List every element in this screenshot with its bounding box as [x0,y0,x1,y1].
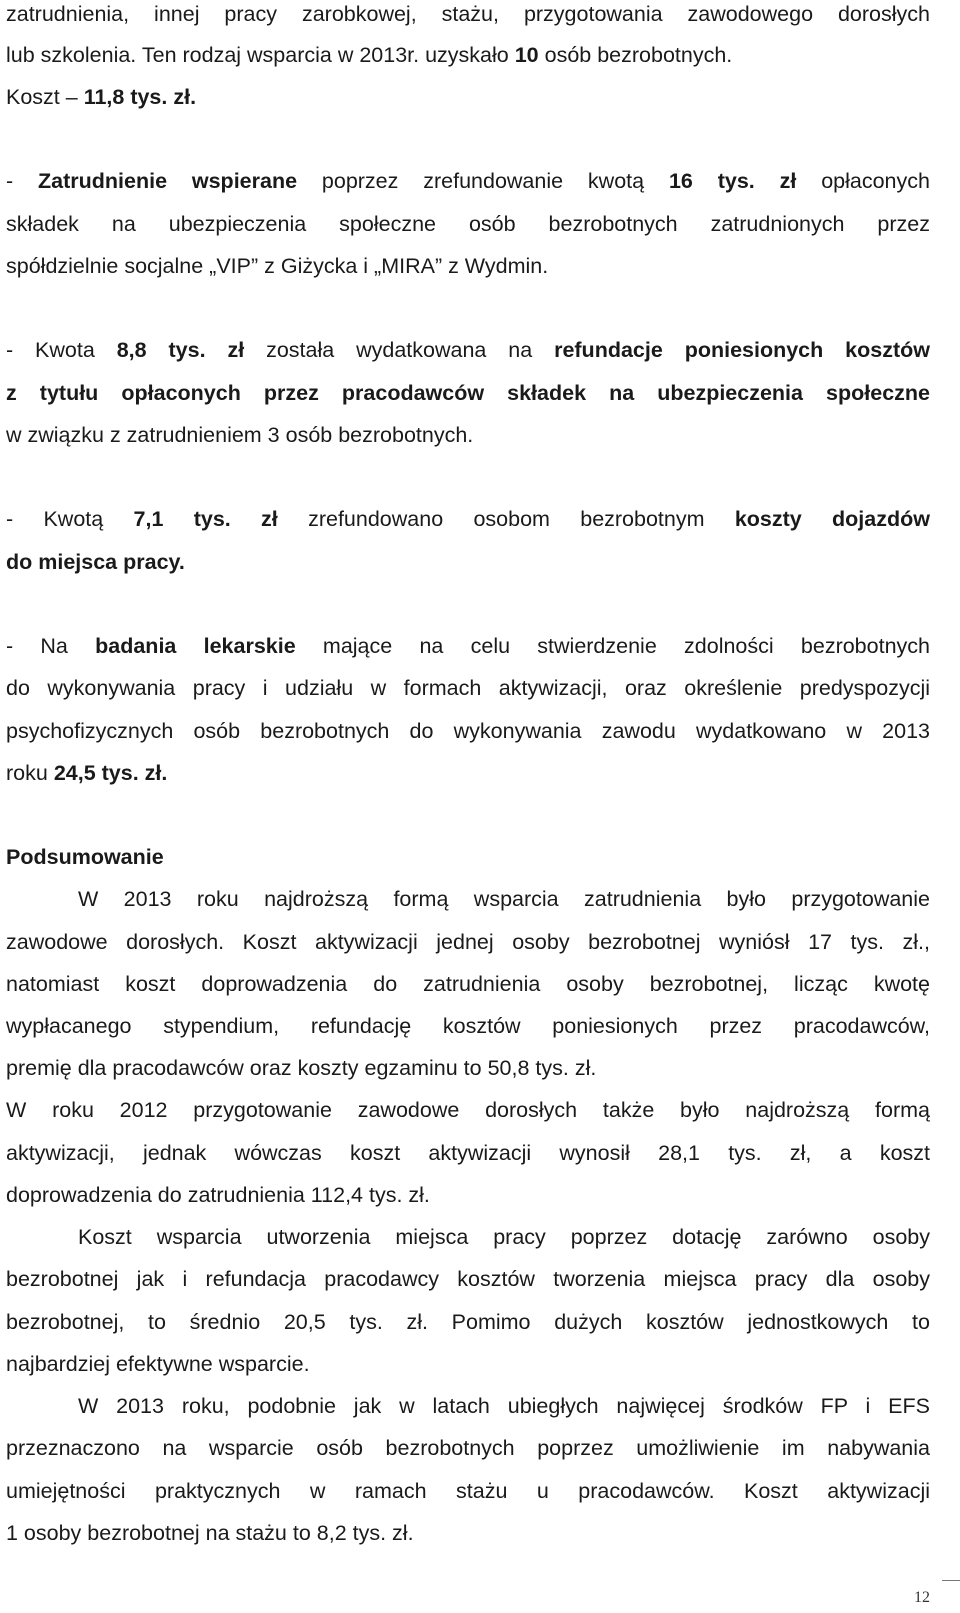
text-run: Koszt – [6,85,84,109]
bold-text: 16 tys. zł [668,169,797,193]
text-run: mające na celu stwierdzenie zdolności bezrobotnych [295,634,930,658]
bold-text: 8,8 tys. zł [116,338,245,362]
paragraph-line: doprowadzenia do zatrudnienia 112,4 tys. zł. [6,1183,430,1207]
text-run: osób bezrobotnych. [538,43,733,67]
text-run: poprzez zrefundowanie kwotą [297,169,669,193]
bold-text: Zatrudnienie wspierane [38,169,298,193]
text-run: - [6,169,39,193]
bold-text: 10 [514,43,539,67]
paragraph-line: W roku 2012 przygotowanie zawodowe dorosłych także było najdroższą formą [6,1098,930,1122]
paragraph-line: psychofizycznych osób bezrobotnych do wykonywania zawodu wydatkowano w 2013 [6,719,930,743]
text-run: opłaconych [796,169,930,193]
paragraph-line: W 2013 roku, podobnie jak w latach ubiegłych najwięcej środków FP i EFS [78,1394,930,1418]
text-run: - Kwota [6,338,117,362]
bold-text: badania lekarskie [95,634,296,658]
page-number: 12 [914,1589,930,1606]
paragraph-line: składek na ubezpieczenia społeczne osób bezrobotnych zatrudnionych przez [6,212,930,236]
bold-text: 11,8 tys. zł. [83,85,197,109]
text-run: roku [6,761,54,785]
paragraph-line: Koszt wsparcia utworzenia miejsca pracy poprzez dotację zarówno osoby [78,1225,930,1249]
paragraph-line: bezrobotnej jak i refundacja pracodawcy kosztów tworzenia miejsca pracy dla osoby [6,1267,930,1291]
text-run: - Kwotą [6,507,134,531]
bold-text: 24,5 tys. zł. [53,761,168,785]
paragraph-line [6,38,930,72]
footer-rule [942,1580,960,1581]
paragraph-line: W 2013 roku najdroższą formą wsparcia zatrudnienia było przygotowanie [78,887,930,911]
paragraph-line: z tytułu opłaconych przez pracodawców składek na ubezpieczenia społeczne [6,381,930,405]
text-run: została wydatkowana na [244,338,555,362]
paragraph-line: bezrobotnej, to średnio 20,5 tys. zł. Pomimo dużych kosztów jednostkowych to [6,1310,930,1334]
paragraph-line: spółdzielnie socjalne „VIP” z Giżycka i „MIRA” z Wydmin. [6,254,549,278]
section-heading: Podsumowanie [6,845,164,869]
paragraph-line: premię dla pracodawców oraz koszty egzaminu to 50,8 tys. zł. [6,1056,597,1080]
paragraph-line: zatrudnienia, innej pracy zarobkowej, stażu, przygotowania zawodowego dorosłych [6,2,930,26]
paragraph-line [6,164,930,198]
paragraph-line: aktywizacji, jednak wówczas koszt aktywizacji wynosił 28,1 tys. zł, a koszt [6,1141,930,1165]
paragraph-line: przeznaczono na wsparcie osób bezrobotnych poprzez umożliwienie im nabywania [6,1436,930,1460]
paragraph-line: zawodowe dorosłych. Koszt aktywizacji jednej osoby bezrobotnej wyniósł 17 tys. zł., [6,930,930,954]
bold-text: koszty dojazdów [734,507,930,531]
paragraph-line [6,502,930,536]
bold-text: 7,1 tys. zł [133,507,278,531]
paragraph-line: w związku z zatrudnieniem 3 osób bezrobotnych. [6,423,474,447]
text-run: - Na [6,634,96,658]
paragraph-line [6,756,930,790]
paragraph-line: umiejętności praktycznych w ramach stażu u pracodawców. Koszt aktywizacji [6,1479,930,1503]
paragraph-line: najbardziej efektywne wsparcie. [6,1352,310,1376]
bold-text: refundacje poniesionych kosztów [554,338,930,362]
paragraph-line: natomiast koszt doprowadzenia do zatrudnienia osoby bezrobotnej, licząc kwotę [6,972,930,996]
paragraph-line [6,629,930,663]
text-run: lub szkolenia. Ten rodzaj wsparcia w 2013r. uzyskało [6,43,515,67]
paragraph-line [6,80,930,114]
paragraph-line: do miejsca pracy. [6,550,185,574]
paragraph-line: do wykonywania pracy i udziału w formach aktywizacji, oraz określenie predyspozycji [6,676,930,700]
paragraph-line: 1 osoby bezrobotnej na stażu to 8,2 tys. zł. [6,1521,414,1545]
paragraph-line [6,333,930,367]
text-run: zrefundowano osobom bezrobotnym [277,507,735,531]
paragraph-line: wypłacanego stypendium, refundację kosztów poniesionych przez pracodawców, [6,1014,930,1038]
